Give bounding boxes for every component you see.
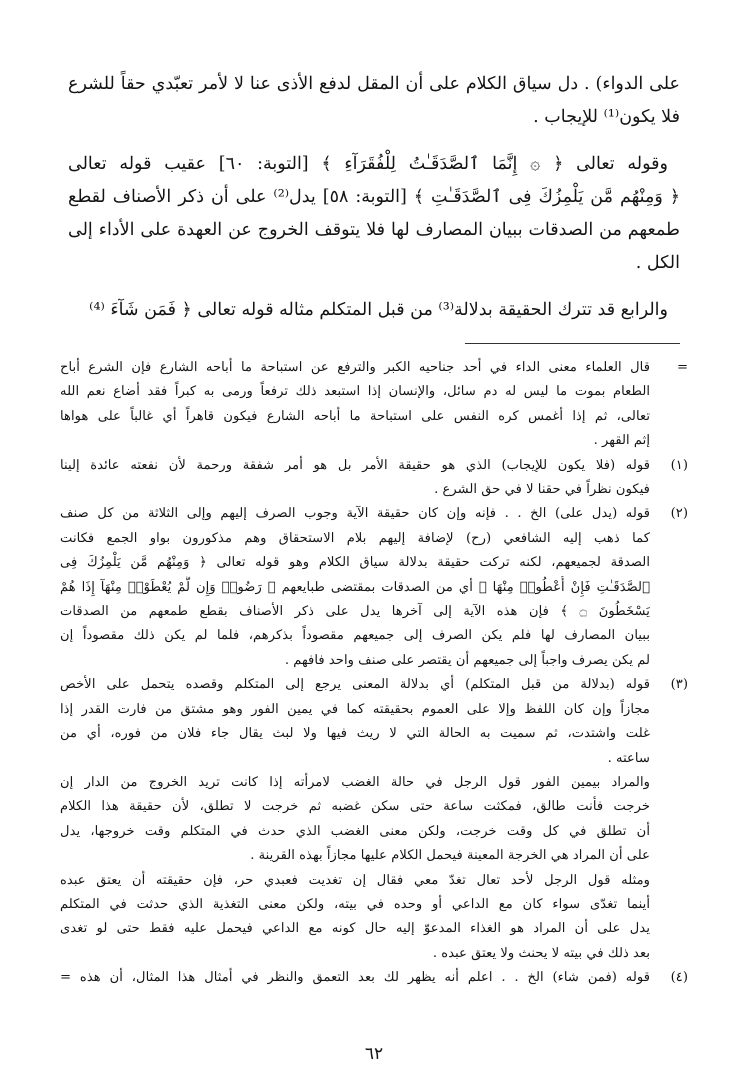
footnote-line: ساعته . [607,750,650,766]
footnote-line: إثم القهر . [593,433,650,449]
footnote-line: أن تطلق في كل وقت خرجت، ولكن معنى الغضب الذي حدث في المتكلم وقت خروجها، يدل [60,823,650,839]
footnote-line: ٱلصَّدَقَـٰتِ فَإِنْ أُعْطُوا۟ مِنْهَا ﴾ أي من الصدقات بمقتضى طبايعهم ﴿ رَضُوا۟ وَإِن لَّمْ يُعْطَوْا۟ مِنْهَآ إِذَا هُمْ [60,579,650,595]
footnote-line: قوله (فمن شاء) الخ . . اعلم أنه يظهر لك بعد التعمق والنظر في أمثال هذا المثال، أن هذه = [60,970,650,986]
footnote-line: كما ذهب إليه الشافعي (رح) لإضافة إليهم بلام الاستحقاق وهم مذكورون بواو الجمع فكانت [60,530,650,546]
main-line: ﴿ وَمِنْهُم مَّن يَلْمِزُكَ فِى ٱلصَّدَقَـٰتِ ﴾ [التوبة: ٥٨] يدل⁽²⁾ على أن ذكر الأصناف لقطع [68,187,680,207]
footnote-line: قوله (بدلالة من قبل المتكلم) أي بدلالة المعنى يرجع إلى المتكلم وقصده يتحمل على الأخص [60,677,650,693]
footnote [60,502,688,673]
footnote-line: قوله (يدل على) الخ . . فإنه وإن كان حقيقة الآية وجوب الصرف إليهم وإلى الثلاثة من كل صنف [60,506,650,522]
footnote-line: ومثله قول الرجل لأحد تعال تغدّ معي فقال إن تغديت فعبدي حر، فإن حقيقته أن يعتق عبده [60,872,650,888]
footnote-line: الصدقة لجميعهم، لكنه تركت حقيقة بدلالة سياق الكلام وهو قوله تعالى ﴿ وَمِنْهُم مَّن يَلْمِزُكَ فِى [60,555,650,571]
footnote-line: أينما تغدّى سواء كان مع الداعي أو وحده في بيته، ولكن معنى التغذية الذي حدثت في المتكلم [60,896,650,912]
footnote-paragraph [60,869,688,967]
footnote [60,966,688,990]
footnote-paragraph [60,771,688,869]
footnote [60,673,688,771]
footnote-line: والمراد بيمين الفور قول الرجل في حالة الغضب لامرأته إذا كانت تريد الخروج من الدار إن [60,774,650,790]
footnote-line: ببيان المصارف لها فلم يكن الصرف إلى جميعهم مقصوداً بذكرهم، فلما لم يكن ذلك مقصوداً إن [60,628,650,644]
main-text [68,68,680,327]
footnote-line: بعد ذلك في بيته لا يحنث ولا يعتق عبده . [432,945,650,961]
footnote-line: فيكون نظراً في حقنا لا في حق الشرع . [434,482,650,498]
footnote-line: غلت واشتدت، ثم سميت به الحالة التي لا ريث فيها ولا لبث يقال جاء فلان من فوره، أي من [60,726,650,742]
footnote-line: لم يكن يصرف واجباً إلى جميعهم أن يقتصر على صنف واحد فافهم . [284,652,650,668]
footnote-line: يدل على أن المراد هو الغذاء المدعوّ إليه حال كونه مع الداعي فيحمل عليه فقط حتى لو تغدى [60,921,650,937]
footnote-line: مجازاً وإن كان اللفظ وإلا على العموم بحقيقته كما في يمين الفور وهو مشتق من فارت القدر إذا [60,701,650,717]
main-line: وقوله تعالى ﴿ ۞ إِنَّمَا ٱلصَّدَقَـٰتُ لِلْفُقَرَآءِ ﴾ [التوبة: ٦٠] عقيب قوله تعالى [68,154,668,174]
footnote-number: (١) [670,457,688,473]
footnote-number: (٣) [670,677,688,693]
footnote-line: يَسْخَطُونَ ۝ ﴾ فإن هذه الآية إلى آخرها يدل على ذكر الأصناف بقطع طمعهم من الصدقات [60,604,650,620]
footnote-number: = [676,360,688,375]
main-line: على الدواء) . دل سياق الكلام على أن المقل لدفع الأذى عنا لا لأمر تعبّدي حقاً للشرع [68,74,680,94]
footnote-separator [465,343,680,344]
footnote-line: تعالى، ثم إذا أغمس كره النفس على استباحة ما أباحه الشارع فيكون قاهراً أي غالباً على هواها [60,408,650,424]
footnotes [60,356,688,991]
footnote [60,356,688,454]
footnote-line: خرجت فأنت طالق، فمكثت ساعة حتى سكن غضبه ثم خرجت لا تطلق، لأن حقيقة هذا الكلام [60,799,650,815]
main-line: طمعهم من الصدقات ببيان المصارف لها فلا يتوقف الخروج عن العهدة على الأداء إلى [68,220,680,240]
footnote-line: قوله (فلا يكون للإيجاب) الذي هو حقيقة الأمر بل هو أمر شفقة ورحمة لأن نفعته عائدة إلينا [60,457,650,473]
footnote-number: (٢) [670,506,688,522]
footnote-number: (٤) [670,970,688,986]
page-number: ٦٢ [364,1044,384,1064]
main-line: والرابع قد تترك الحقيقة بدلالة⁽³⁾ من قبل المتكلم مثاله قوله تعالى ﴿ فَمَن شَآءَ ⁽⁴⁾ [89,300,668,320]
footnote-line: قال العلماء معنى الداء في أحد جناحيه الكبر والترفع عن استباحة ما أباحه الشارع فإن الشرع أباح [60,360,650,375]
main-line: فلا يكون⁽¹⁾ للإيجاب . [533,107,680,127]
footnote-line: على أن المراد هي الخرجة المعينة فيحمل الكلام عليها مجازاً بهذه القرينة . [250,848,650,864]
main-line: الكل . [635,253,680,273]
footnote-line: الطعام بموت ما ليس له دم سائل، والإنسان إذا استبعد ذلك ترفعاً ورمى به كبراً فقد أضاع نعم الله [60,384,650,400]
footnote [60,454,688,503]
